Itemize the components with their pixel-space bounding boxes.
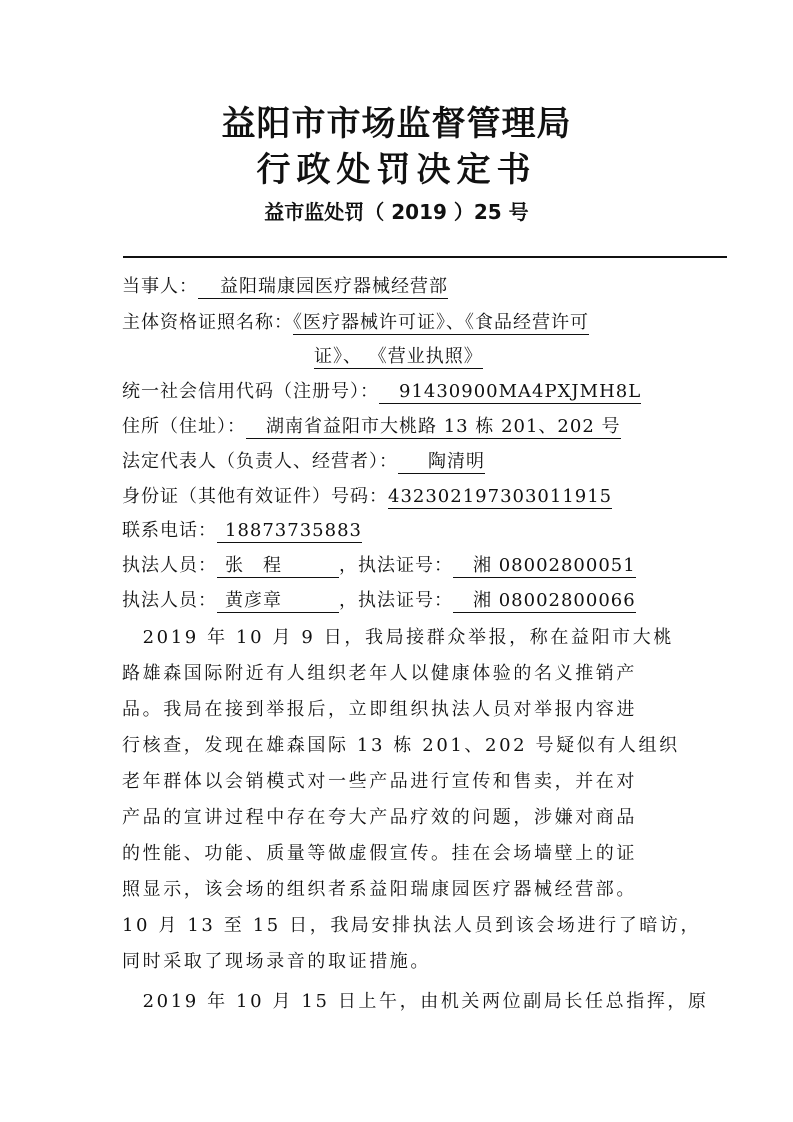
- id-number-label: 身份证（其他有效证件）号码：: [122, 486, 388, 507]
- id-number-value: 432302197303011915: [388, 486, 613, 507]
- paragraph-line: 行核查，发现在雄森国际 13 栋 201、202 号疑似有人组织: [122, 735, 680, 756]
- officer-label: 执法人员：: [122, 590, 217, 611]
- paragraph-1: [122, 620, 702, 980]
- credit-code-label: 统一社会信用代码（注册号）：: [122, 381, 379, 402]
- paragraph-line: 10 月 13 至 15 日，我局安排执法人员到该会场进行了暗访，: [122, 915, 702, 936]
- officer-cert-label: ，执法证号：: [339, 590, 453, 611]
- agency-title: 益阳市市场监督管理局: [221, 104, 572, 144]
- credit-code-field: [122, 380, 641, 404]
- licenses-value-line1: 《医疗器械许可证》、《食品经营许可: [293, 312, 589, 333]
- officer-cert-label: ，执法证号：: [339, 555, 453, 576]
- document-type-title: 行政处罚决定书: [256, 150, 537, 190]
- officer-cert: 湘 08002800066: [453, 590, 636, 613]
- legal-rep-field: [122, 450, 485, 474]
- paragraph-line: 2019 年 10 月 15 日上午，由机关两位副局长任总指挥，原: [122, 991, 709, 1012]
- paragraph-line: 的性能、功能、质量等做虚假宣传。挂在会场墙壁上的证: [122, 843, 637, 864]
- officer-row: [122, 589, 636, 613]
- officer-row: [122, 554, 636, 578]
- address-field: [122, 415, 621, 439]
- credit-code-value: 91430900MA4PXJMH8L: [379, 381, 641, 404]
- paragraph-line: 同时采取了现场录音的取证措施。: [122, 951, 431, 972]
- officer-name: 张 程: [217, 556, 339, 578]
- party-value: 益阳瑞康园医疗器械经营部: [198, 276, 448, 299]
- id-number-field: [122, 485, 612, 509]
- paragraph-line: 路雄森国际附近有人组织老年人以健康体验的名义推销产: [122, 663, 637, 684]
- licenses-field: [122, 311, 589, 335]
- licenses-value-line2: 证》、 《营业执照》: [314, 346, 483, 367]
- paragraph-line: 老年群体以会销模式对一些产品进行宣传和售卖，并在对: [122, 771, 637, 792]
- licenses-label: 主体资格证照名称：: [122, 312, 293, 333]
- phone-value: 18873735883: [217, 520, 362, 543]
- party-field: [122, 275, 448, 299]
- licenses-field-cont: [314, 345, 483, 369]
- phone-label: 联系电话：: [122, 520, 217, 541]
- legal-rep-label: 法定代表人（负责人、经营者）：: [122, 451, 398, 472]
- officer-name: 黄彦章: [217, 591, 339, 613]
- paragraph-line: 2019 年 10 月 9 日，我局接群众举报，称在益阳市大桃: [122, 627, 674, 648]
- officer-cert: 湘 08002800051: [453, 555, 636, 578]
- address-label: 住所（住址）：: [122, 416, 246, 437]
- header-divider: [123, 256, 727, 258]
- address-value: 湖南省益阳市大桃路 13 栋 201、202 号: [246, 416, 621, 439]
- paragraph-line: 产品的宣讲过程中存在夸大产品疗效的问题，涉嫌对商品: [122, 807, 637, 828]
- phone-field: [122, 519, 362, 543]
- paragraph-2: [122, 984, 709, 1020]
- paragraph-line: 照显示，该会场的组织者系益阳瑞康园医疗器械经营部。: [122, 879, 637, 900]
- officer-label: 执法人员：: [122, 555, 217, 576]
- party-label: 当事人：: [122, 276, 198, 297]
- legal-rep-value: 陶清明: [398, 451, 485, 474]
- document-number: 益市监处罚（ 2019 ）25 号: [264, 200, 529, 224]
- paragraph-line: 品。我局在接到举报后，立即组织执法人员对举报内容进: [122, 699, 637, 720]
